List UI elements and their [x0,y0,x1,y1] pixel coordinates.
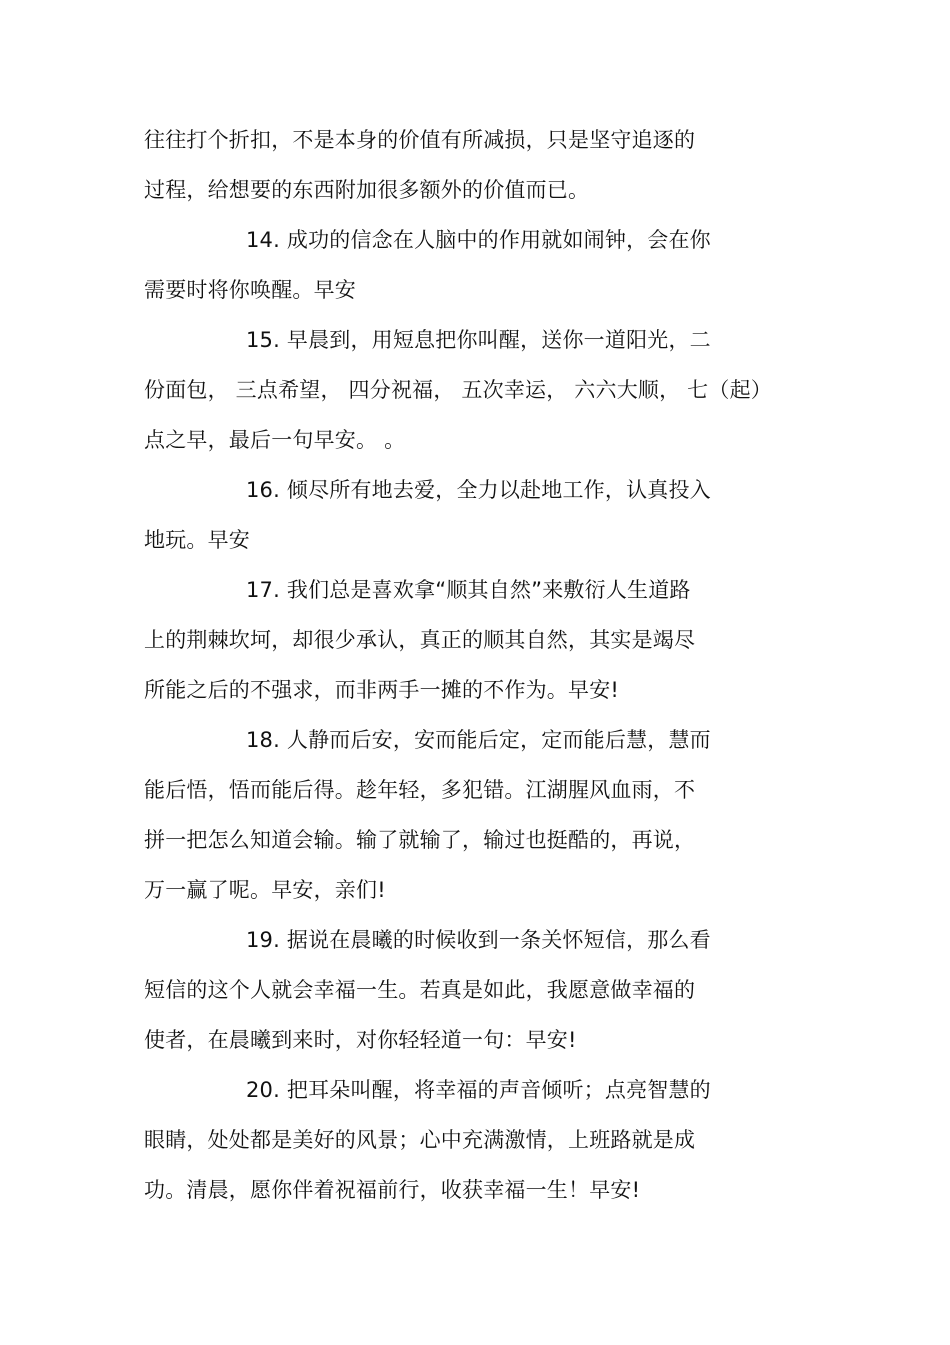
text-line: 过程，给想要的东西附加很多额外的价值而已。 [144,178,590,202]
text-line: 19. 据说在晨曦的时候收到一条关怀短信，那么看 [246,928,711,952]
text-line: 20. 把耳朵叫醒，将幸福的声音倾听；点亮智慧的 [246,1078,711,1102]
text-line: 使者，在晨曦到来时，对你轻轻道一句：早安! [144,1028,577,1052]
text-line: 短信的这个人就会幸福一生。若真是如此，我愿意做幸福的 [144,978,696,1002]
text-line: 眼睛，处处都是美好的风景；心中充满激情，上班路就是成 [144,1128,696,1152]
text-line: 18. 人静而后安，安而能后定，定而能后慧，慧而 [246,728,711,752]
text-line: 上的荆棘坎坷，却很少承认，真正的顺其自然，其实是竭尽 [144,628,696,652]
text-line: 份面包， 三点希望， 四分祝福， 五次幸运， 六六大顺， 七（起） [144,378,772,402]
text-line: 地玩。早安 [144,528,250,552]
text-line: 功。清晨，愿你伴着祝福前行，收获幸福一生！早安! [144,1178,641,1202]
text-line: 所能之后的不强求，而非两手一摊的不作为。早安! [144,678,620,702]
text-line: 往往打个折扣，不是本身的价值有所减损，只是坚守追逐的 [144,128,696,152]
text-line: 17. 我们总是喜欢拿“顺其自然”来敷衍人生道路 [246,578,691,602]
text-line: 拼一把怎么知道会输。输了就输了，输过也挺酷的，再说， [144,828,696,852]
text-line: 14. 成功的信念在人脑中的作用就如闹钟，会在你 [246,228,711,252]
text-line: 16. 倾尽所有地去爱，全力以赴地工作，认真投入 [246,478,711,502]
text-line: 能后悟，悟而能后得。趁年轻，多犯错。江湖腥风血雨，不 [144,778,696,802]
text-line: 需要时将你唤醒。早安 [144,278,356,302]
text-line: 点之早，最后一句早安。 。 [144,428,406,452]
text-line: 万一赢了呢。早安，亲们! [144,878,386,902]
text-line: 15. 早晨到，用短息把你叫醒，送你一道阳光，二 [246,328,711,352]
